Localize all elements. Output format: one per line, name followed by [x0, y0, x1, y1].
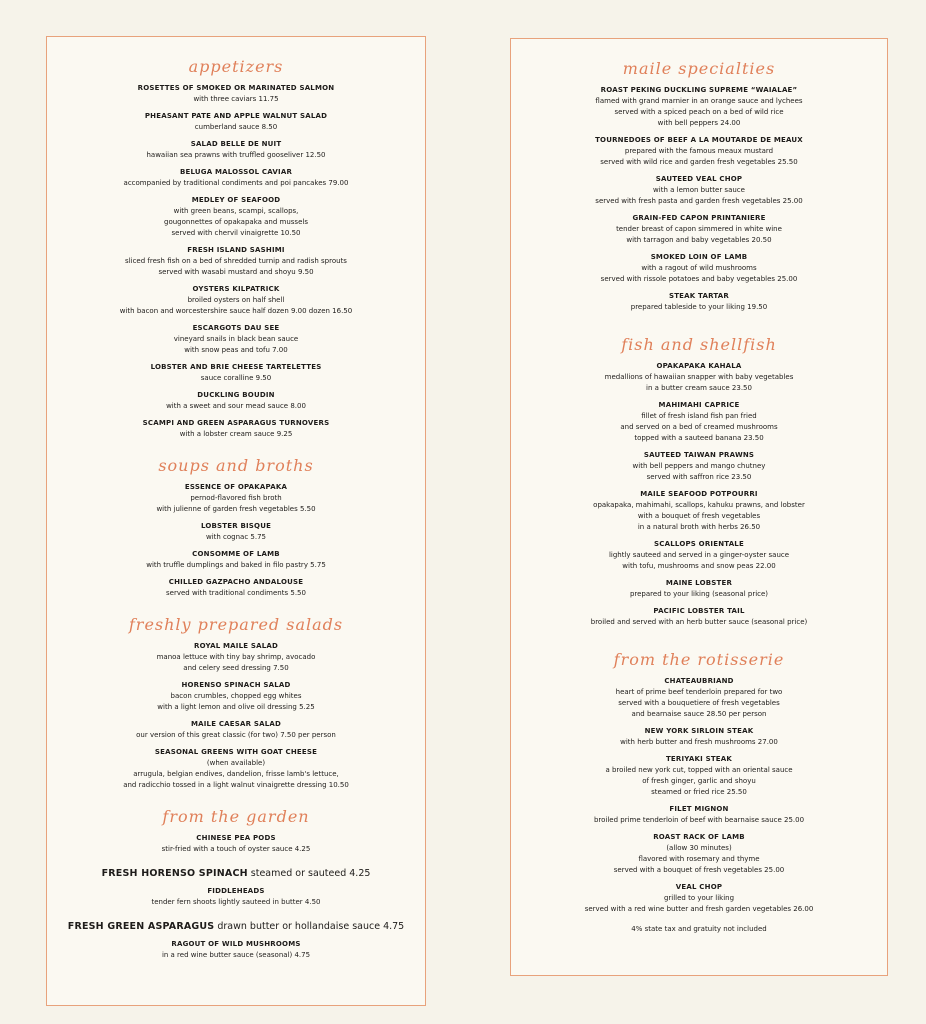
item-description: with herb butter and fresh mushrooms 27.00 [620, 738, 778, 746]
section-appetizers [47, 57, 425, 440]
item-description: (when available) [206, 759, 266, 767]
section-title: maile specialties [622, 59, 776, 78]
item-description: in a natural broth with herbs 26.50 [637, 523, 761, 531]
item-description: bacon crumbles, chopped egg whites [170, 692, 302, 700]
item-name: SMOKED LOIN OF LAMB [650, 253, 748, 261]
item-name: FRESH ISLAND SASHIMI [187, 246, 285, 254]
item-description: heart of prime beef tenderloin prepared for two [615, 688, 783, 696]
left-menu-panel [46, 36, 426, 1006]
item-description: a broiled new york cut, topped with an oriental sauce [605, 766, 793, 774]
item-description: with julienne of garden fresh vegetables 5.50 [156, 505, 316, 513]
item-description: in a red wine butter sauce (seasonal) 4.75 [161, 951, 311, 959]
item-name: RAGOUT OF WILD MUSHROOMS [171, 940, 301, 948]
menu-item [511, 578, 887, 600]
item-name: ROSETTES OF SMOKED OR MARINATED SALMON [137, 84, 335, 92]
item-description: sauce coralline 9.50 [200, 374, 272, 382]
menu-item [511, 450, 887, 483]
menu-item [511, 882, 887, 915]
item-name: CHINESE PEA PODS [196, 834, 276, 842]
item-description: with a lobster cream sauce 9.25 [179, 430, 293, 438]
item-description: tender fern shoots lightly sauteed in butter 4.50 [151, 898, 321, 906]
item-description: with cognac 5.75 [205, 533, 267, 541]
item-name: LOBSTER BISQUE [200, 522, 272, 530]
item-description: broiled prime tenderloin of beef with bearnaise sauce 25.00 [593, 816, 805, 824]
item-name: SCALLOPS ORIENTALE [654, 540, 744, 548]
item-name: MAINE LOBSTER [665, 579, 733, 587]
item-description: with a lemon butter sauce [653, 186, 745, 194]
item-description: drawn butter or hollandaise sauce 4.75 [217, 921, 405, 932]
section-title: from the rotisserie [613, 650, 785, 669]
item-name: BELUGA MALOSSOL CAVIAR [179, 168, 293, 176]
menu-item [511, 252, 887, 285]
menu-item [511, 489, 887, 533]
item-description: and served on a bed of creamed mushrooms [620, 423, 778, 431]
item-description: cumberland sauce 8.50 [194, 123, 278, 131]
item-name: OPAKAPAKA KAHALA [656, 362, 742, 370]
item-name: ESCARGOTS DAU SEE [192, 324, 280, 332]
item-name: MAILE CAESAR SALAD [190, 720, 282, 728]
item-description: and radicchio tossed in a light walnut vinaigrette dressing 10.50 [123, 781, 349, 789]
item-name: LOBSTER AND BRIE CHEESE TARTELETTES [150, 363, 322, 371]
item-description: served with rissole potatoes and baby vegetables 25.00 [600, 275, 798, 283]
menu-item [47, 747, 425, 791]
item-description: prepared with the famous meaux mustard [624, 147, 774, 155]
section-from-the-rotisserie [511, 650, 887, 915]
menu-item [47, 167, 425, 189]
item-name: CONSOMME OF LAMB [192, 550, 280, 558]
item-description: and bearnaise sauce 28.50 per person [631, 710, 767, 718]
menu-item [47, 323, 425, 356]
menu-item [511, 174, 887, 207]
item-description: accompanied by traditional condiments and poi pancakes 79.00 [123, 179, 349, 187]
item-name: SEASONAL GREENS WITH GOAT CHEESE [154, 748, 318, 756]
item-description: medallions of hawaiian snapper with baby vegetables [604, 373, 794, 381]
item-description: with a bouquet of fresh vegetables [637, 512, 761, 520]
item-description: flavored with rosemary and thyme [638, 855, 760, 863]
item-name: PHEASANT PATE AND APPLE WALNUT SALAD [144, 112, 328, 120]
menu-item [511, 291, 887, 313]
menu-item [47, 482, 425, 515]
menu-item [511, 135, 887, 168]
menu-item [47, 641, 425, 674]
menu-item [47, 914, 425, 933]
item-description: with truffle dumplings and baked in filo pastry 5.75 [146, 561, 326, 569]
menu-item [47, 362, 425, 384]
item-description: lightly sauteed and served in a ginger-oyster sauce [608, 551, 790, 559]
menu-item [47, 939, 425, 961]
item-description: served with a spiced peach on a bed of wild rice [614, 108, 784, 116]
item-description: hawaiian sea prawns with truffled gooseliver 12.50 [146, 151, 326, 159]
item-name: GRAIN-FED CAPON PRINTANIERE [632, 214, 766, 222]
item-name: OYSTERS KILPATRICK [192, 285, 280, 293]
item-name: ROAST PEKING DUCKLING SUPREME “WAIALAE” [600, 86, 798, 94]
item-description: served with chervil vinaigrette 10.50 [171, 229, 301, 237]
item-description: steamed or sauteed 4.25 [250, 868, 371, 879]
menu-item [47, 418, 425, 440]
section-title: appetizers [188, 57, 284, 76]
item-description: served with wild rice and garden fresh vegetables 25.50 [600, 158, 798, 166]
item-description: in a butter cream sauce 23.50 [646, 384, 752, 392]
menu-item [47, 139, 425, 161]
menu-item [47, 390, 425, 412]
menu-item [47, 195, 425, 239]
item-description: pernod-flavored fish broth [190, 494, 282, 502]
menu-item [47, 549, 425, 571]
menu-item [47, 111, 425, 133]
section-maile-specialties [511, 59, 887, 313]
item-description: served with traditional condiments 5.50 [166, 589, 306, 597]
item-description: with bell peppers and mango chutney [632, 462, 766, 470]
item-description: served with fresh pasta and garden fresh vegetables 25.00 [595, 197, 803, 205]
item-description: broiled oysters on half shell [187, 296, 285, 304]
menu-item [47, 719, 425, 741]
item-name: CHATEAUBRIAND [664, 677, 734, 685]
menu-item [47, 83, 425, 105]
section-from-the-garden [47, 807, 425, 961]
item-description: with a light lemon and olive oil dressing 5.25 [157, 703, 315, 711]
item-description: gougonnettes of opakapaka and mussels [164, 218, 308, 226]
item-description: served with a bouquetiere of fresh vegetables [618, 699, 780, 707]
item-description: prepared tableside to your liking 19.50 [630, 303, 768, 311]
item-description: with three caviars 11.75 [193, 95, 279, 103]
item-description: tender breast of capon simmered in white wine [616, 225, 782, 233]
item-name: MAHIMAHI CAPRICE [658, 401, 740, 409]
item-description: fillet of fresh island fish pan fried [641, 412, 757, 420]
item-description: broiled and served with an herb butter sauce (seasonal price) [590, 618, 808, 626]
section-title: soups and broths [158, 456, 314, 475]
menu-item [47, 886, 425, 908]
item-description: prepared to your liking (seasonal price) [629, 590, 769, 598]
item-description: served with a bouquet of fresh vegetables 25.00 [613, 866, 785, 874]
item-description: (allow 30 minutes) [666, 844, 732, 852]
section-freshly-prepared-salads [47, 615, 425, 791]
menu-item [511, 400, 887, 444]
menu-item [511, 676, 887, 720]
item-name: TERIYAKI STEAK [665, 755, 733, 763]
menu-item [47, 577, 425, 599]
menu-item [511, 539, 887, 572]
item-name: MEDLEY OF SEAFOOD [191, 196, 281, 204]
item-name: ESSENCE OF OPAKAPAKA [184, 483, 288, 491]
item-description: with snow peas and tofu 7.00 [184, 346, 288, 354]
menu-item [47, 521, 425, 543]
item-name: MAILE SEAFOOD POTPOURRI [640, 490, 758, 498]
item-description: our version of this great classic (for two) 7.50 per person [136, 731, 336, 739]
item-name: SAUTEED VEAL CHOP [655, 175, 743, 183]
item-description: vineyard snails in black bean sauce [173, 335, 299, 343]
menu-item [511, 213, 887, 246]
item-description: served with saffron rice 23.50 [646, 473, 752, 481]
item-name: FRESH HORENSO SPINACH [101, 868, 248, 879]
item-description: with bacon and worcestershire sauce half dozen 9.00 dozen 16.50 [119, 307, 353, 315]
item-description: flamed with grand marnier in an orange sauce and lychees [595, 97, 803, 105]
item-description: served with a red wine butter and fresh garden vegetables 26.00 [584, 905, 814, 913]
item-name: CHILLED GAZPACHO ANDALOUSE [168, 578, 304, 586]
item-description: with tarragon and baby vegetables 20.50 [626, 236, 772, 244]
menu-item [47, 284, 425, 317]
item-description: served with wasabi mustard and shoyu 9.50 [158, 268, 314, 276]
item-name: FILET MIGNON [669, 805, 729, 813]
item-name: FRESH GREEN ASPARAGUS [67, 921, 215, 932]
item-description: with a ragout of wild mushrooms [641, 264, 757, 272]
item-name: STEAK TARTAR [668, 292, 730, 300]
menu-item [511, 754, 887, 798]
item-name: SAUTEED TAIWAN PRAWNS [643, 451, 755, 459]
item-name: ROAST RACK OF LAMB [653, 833, 745, 841]
item-description: manoa lettuce with tiny bay shrimp, avocado [156, 653, 316, 661]
item-description: grilled to your liking [663, 894, 735, 902]
item-description: opakapaka, mahimahi, scallops, kahuku prawns, and lobster [593, 501, 805, 509]
footnote: 4% state tax and gratuity not included [631, 925, 767, 933]
section-fish-and-shellfish [511, 335, 887, 628]
item-name: NEW YORK SIRLOIN STEAK [644, 727, 754, 735]
item-name: HORENSO SPINACH SALAD [181, 681, 291, 689]
section-title: fish and shellfish [621, 335, 777, 354]
menu-item [511, 85, 887, 129]
menu-item [511, 832, 887, 876]
item-description: with green beans, scampi, scallops, [173, 207, 299, 215]
menu-item [47, 833, 425, 855]
menu-item [47, 861, 425, 880]
item-description: steamed or fried rice 25.50 [651, 788, 747, 796]
menu-item [511, 726, 887, 748]
item-description: with a sweet and sour mead sauce 8.00 [166, 402, 306, 410]
item-name: PACIFIC LOBSTER TAIL [653, 607, 745, 615]
menu-item [511, 361, 887, 394]
item-description: with tofu, mushrooms and snow peas 22.00 [622, 562, 776, 570]
item-description: stir-fried with a touch of oyster sauce 4.25 [161, 845, 311, 853]
menu-item [47, 680, 425, 713]
item-name: FIDDLEHEADS [207, 887, 265, 895]
item-name: SALAD BELLE DE NUIT [190, 140, 282, 148]
menu-item [511, 606, 887, 628]
item-name: SCAMPI AND GREEN ASPARAGUS TURNOVERS [142, 419, 330, 427]
item-description: and celery seed dressing 7.50 [183, 664, 289, 672]
menu-item [511, 804, 887, 826]
item-description: with bell peppers 24.00 [657, 119, 741, 127]
section-title: from the garden [162, 807, 310, 826]
right-menu-panel [510, 38, 888, 976]
section-soups-and-broths [47, 456, 425, 599]
item-name: TOURNEDOES OF BEEF A LA MOUTARDE DE MEAUX [595, 136, 803, 144]
item-description: arrugula, belgian endives, dandelion, frisse lamb's lettuce, [133, 770, 339, 778]
item-name: DUCKLING BOUDIN [197, 391, 275, 399]
item-name: VEAL CHOP [675, 883, 723, 891]
section-title: freshly prepared salads [128, 615, 344, 634]
menu-item [47, 245, 425, 278]
item-description: of fresh ginger, garlic and shoyu [642, 777, 756, 785]
item-name: ROYAL MAILE SALAD [193, 642, 279, 650]
item-description: topped with a sauteed banana 23.50 [634, 434, 764, 442]
item-description: sliced fresh fish on a bed of shredded turnip and radish sprouts [125, 257, 347, 265]
